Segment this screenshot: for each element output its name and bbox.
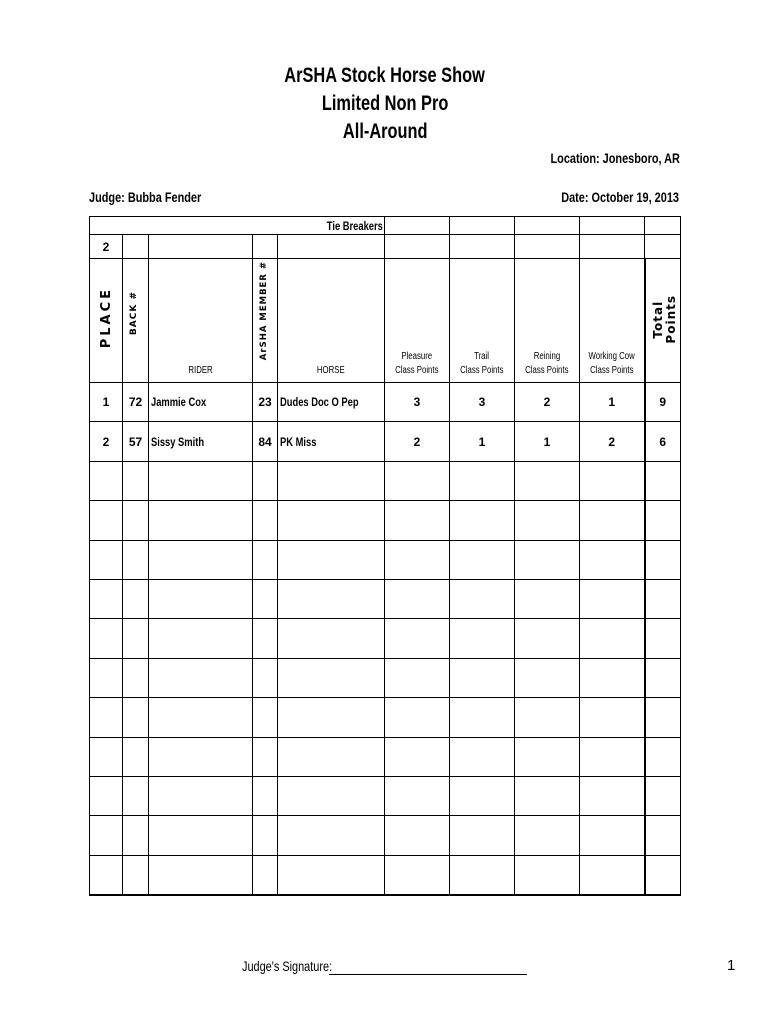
- horse-cell[interactable]: [278, 776, 385, 815]
- header-workingcow-line1: Working Cow: [588, 351, 635, 362]
- workingcow-cell[interactable]: [580, 816, 645, 855]
- trail-cell[interactable]: [450, 816, 515, 855]
- tie-cell[interactable]: [580, 217, 645, 235]
- member-cell[interactable]: [253, 698, 278, 737]
- back-cell[interactable]: [123, 816, 149, 855]
- rider-cell[interactable]: [149, 383, 253, 422]
- header-back-label: BACK #: [129, 291, 139, 336]
- workingcow-cell[interactable]: [580, 579, 645, 618]
- reining-cell[interactable]: [515, 540, 580, 579]
- header-reining-line1: Reining: [533, 351, 561, 362]
- table-row: [90, 619, 681, 658]
- workingcow-cell[interactable]: [580, 698, 645, 737]
- place-cell[interactable]: [90, 658, 123, 697]
- table-row: [90, 422, 681, 461]
- back-cell[interactable]: 57: [123, 422, 149, 461]
- pleasure-cell[interactable]: [385, 579, 450, 618]
- table-row: [90, 816, 681, 855]
- header-reining-line2: Class Points: [525, 365, 569, 376]
- document-title: [0, 62, 770, 146]
- place-cell[interactable]: [90, 619, 123, 658]
- member-cell[interactable]: [253, 540, 278, 579]
- tie-cell[interactable]: [123, 235, 149, 259]
- total-cell[interactable]: [645, 579, 681, 618]
- horse-cell[interactable]: [278, 619, 385, 658]
- back-cell[interactable]: [123, 501, 149, 540]
- header-workingcow-line2: Class Points: [590, 365, 634, 376]
- pleasure-cell[interactable]: [385, 619, 450, 658]
- trail-cell[interactable]: [450, 855, 515, 894]
- signature-line[interactable]: [329, 974, 527, 975]
- location-text: [514, 150, 680, 166]
- member-cell[interactable]: [253, 579, 278, 618]
- place-cell[interactable]: [90, 698, 123, 737]
- reining-cell[interactable]: [515, 776, 580, 815]
- column-header-row: [90, 259, 681, 383]
- header-horse: [278, 259, 385, 383]
- member-cell[interactable]: [253, 619, 278, 658]
- workingcow-cell[interactable]: 2: [580, 422, 645, 461]
- reining-cell[interactable]: [515, 461, 580, 500]
- workingcow-cell[interactable]: [580, 501, 645, 540]
- back-cell[interactable]: [123, 658, 149, 697]
- reining-cell[interactable]: [515, 579, 580, 618]
- header-back: [123, 259, 149, 383]
- place-cell[interactable]: [90, 816, 123, 855]
- header-pleasure-line1: Pleasure: [401, 351, 433, 362]
- table-row: [90, 461, 681, 500]
- header-rider: [149, 259, 253, 383]
- date-text: [528, 189, 679, 205]
- reining-cell[interactable]: [515, 855, 580, 894]
- member-cell[interactable]: 23: [253, 383, 278, 422]
- tie-breaker-label-row: [90, 217, 681, 235]
- pleasure-cell[interactable]: 3: [385, 383, 450, 422]
- tie-cell[interactable]: [385, 217, 450, 235]
- header-place: [90, 259, 123, 383]
- reining-cell[interactable]: [515, 698, 580, 737]
- header-total-line1: Total: [650, 300, 665, 339]
- total-cell[interactable]: [645, 776, 681, 815]
- header-trail-line1: Trail: [474, 351, 490, 362]
- horse-cell-text: Dudes Doc O Pep: [280, 395, 359, 410]
- tie-breaker-value[interactable]: 2: [90, 235, 123, 259]
- pleasure-cell[interactable]: [385, 737, 450, 776]
- workingcow-cell[interactable]: [580, 855, 645, 894]
- title-event: All-Around: [342, 120, 428, 143]
- rider-cell[interactable]: [149, 816, 253, 855]
- signature-label-text: Judge's Signature:: [242, 958, 333, 974]
- rider-cell[interactable]: [149, 501, 253, 540]
- tie-breaker-row: [90, 235, 681, 259]
- total-cell[interactable]: [645, 855, 681, 894]
- pleasure-cell[interactable]: 2: [385, 422, 450, 461]
- pleasure-cell[interactable]: [385, 855, 450, 894]
- total-cell[interactable]: [645, 461, 681, 500]
- trail-cell[interactable]: [450, 776, 515, 815]
- results-table: [89, 216, 681, 896]
- place-cell[interactable]: [90, 461, 123, 500]
- total-cell[interactable]: [645, 501, 681, 540]
- rider-cell[interactable]: [149, 540, 253, 579]
- header-place-label: PLACE: [99, 287, 114, 349]
- header-member: [253, 259, 278, 383]
- tie-cell[interactable]: [450, 235, 515, 259]
- title-class: Limited Non Pro: [321, 92, 449, 115]
- trail-cell[interactable]: [450, 540, 515, 579]
- reining-cell[interactable]: [515, 737, 580, 776]
- total-cell[interactable]: 9: [645, 383, 681, 422]
- member-cell[interactable]: 84: [253, 422, 278, 461]
- place-cell[interactable]: [90, 540, 123, 579]
- total-cell[interactable]: [645, 698, 681, 737]
- trail-cell[interactable]: [450, 579, 515, 618]
- pleasure-cell[interactable]: [385, 501, 450, 540]
- rider-cell[interactable]: [149, 461, 253, 500]
- workingcow-cell[interactable]: [580, 540, 645, 579]
- place-cell[interactable]: [90, 579, 123, 618]
- place-cell[interactable]: [90, 776, 123, 815]
- rider-cell-text: Sissy Smith: [151, 434, 205, 449]
- tie-cell[interactable]: [278, 235, 385, 259]
- tie-cell[interactable]: [515, 235, 580, 259]
- header-workingcow: [580, 259, 645, 383]
- back-cell[interactable]: [123, 698, 149, 737]
- pleasure-cell[interactable]: [385, 540, 450, 579]
- workingcow-cell[interactable]: 1: [580, 383, 645, 422]
- total-cell[interactable]: [645, 737, 681, 776]
- workingcow-cell[interactable]: [580, 461, 645, 500]
- table-row: [90, 383, 681, 422]
- total-cell[interactable]: [645, 619, 681, 658]
- table-row: [90, 698, 681, 737]
- tie-cell[interactable]: [580, 235, 645, 259]
- header-pleasure: [385, 259, 450, 383]
- pleasure-cell[interactable]: [385, 776, 450, 815]
- back-cell[interactable]: [123, 855, 149, 894]
- pleasure-cell[interactable]: [385, 816, 450, 855]
- table-row: [90, 776, 681, 815]
- reining-cell[interactable]: 1: [515, 422, 580, 461]
- trail-cell[interactable]: [450, 698, 515, 737]
- reining-cell[interactable]: [515, 816, 580, 855]
- header-total-line2: Points: [663, 295, 678, 344]
- reining-cell[interactable]: [515, 501, 580, 540]
- reining-cell[interactable]: 2: [515, 383, 580, 422]
- tie-cell[interactable]: [149, 235, 253, 259]
- total-cell[interactable]: [645, 658, 681, 697]
- member-cell[interactable]: [253, 855, 278, 894]
- workingcow-cell[interactable]: [580, 776, 645, 815]
- back-cell[interactable]: 72: [123, 383, 149, 422]
- back-cell[interactable]: [123, 461, 149, 500]
- workingcow-cell[interactable]: [580, 619, 645, 658]
- table-row: [90, 737, 681, 776]
- place-cell[interactable]: 2: [90, 422, 123, 461]
- page-number: 1: [727, 957, 736, 974]
- horse-cell[interactable]: [278, 737, 385, 776]
- rider-cell[interactable]: [149, 579, 253, 618]
- member-cell[interactable]: [253, 816, 278, 855]
- judge-text: [89, 189, 233, 205]
- trail-cell[interactable]: [450, 658, 515, 697]
- back-cell[interactable]: [123, 619, 149, 658]
- trail-cell[interactable]: 3: [450, 383, 515, 422]
- tie-breakers-label: Tie Breakers: [90, 217, 385, 235]
- horse-cell[interactable]: [278, 579, 385, 618]
- trail-cell[interactable]: [450, 461, 515, 500]
- horse-cell[interactable]: [278, 816, 385, 855]
- rider-cell[interactable]: [149, 698, 253, 737]
- trail-cell[interactable]: [450, 737, 515, 776]
- back-cell[interactable]: [123, 579, 149, 618]
- location-value: Location: Jonesboro, AR: [550, 150, 680, 166]
- trail-cell[interactable]: [450, 501, 515, 540]
- pleasure-cell[interactable]: [385, 658, 450, 697]
- header-total: [645, 259, 681, 383]
- total-cell[interactable]: [645, 816, 681, 855]
- header-rider-label: RIDER: [188, 365, 213, 376]
- header-pleasure-line2: Class Points: [395, 365, 439, 376]
- pleasure-cell[interactable]: [385, 698, 450, 737]
- tie-cell[interactable]: [385, 235, 450, 259]
- member-cell[interactable]: [253, 776, 278, 815]
- trail-cell[interactable]: 1: [450, 422, 515, 461]
- horse-cell[interactable]: [278, 383, 385, 422]
- trail-cell[interactable]: [450, 619, 515, 658]
- reining-cell[interactable]: [515, 658, 580, 697]
- place-cell[interactable]: [90, 855, 123, 894]
- member-cell[interactable]: [253, 461, 278, 500]
- header-horse-label: HORSE: [317, 365, 345, 376]
- horse-cell[interactable]: [278, 540, 385, 579]
- table-row: [90, 658, 681, 697]
- horse-cell-text: PK Miss: [280, 434, 317, 449]
- workingcow-cell[interactable]: [580, 737, 645, 776]
- tie-cell[interactable]: [253, 235, 278, 259]
- tie-cell[interactable]: [450, 217, 515, 235]
- back-cell[interactable]: [123, 540, 149, 579]
- table-row: [90, 579, 681, 618]
- member-cell[interactable]: [253, 737, 278, 776]
- back-cell[interactable]: [123, 737, 149, 776]
- table-row: [90, 540, 681, 579]
- table-row: [90, 855, 681, 894]
- rider-cell[interactable]: [149, 619, 253, 658]
- total-cell[interactable]: [645, 540, 681, 579]
- rider-cell[interactable]: [149, 855, 253, 894]
- total-cell[interactable]: 6: [645, 422, 681, 461]
- pleasure-cell[interactable]: [385, 461, 450, 500]
- signature-label: [242, 958, 358, 974]
- tie-cell[interactable]: [645, 235, 681, 259]
- header-reining: [515, 259, 580, 383]
- place-cell[interactable]: [90, 737, 123, 776]
- horse-cell[interactable]: [278, 501, 385, 540]
- tie-cell[interactable]: [645, 217, 681, 235]
- header-trail-line2: Class Points: [460, 365, 504, 376]
- results-rows: [90, 383, 681, 895]
- place-cell[interactable]: 1: [90, 383, 123, 422]
- tie-cell[interactable]: [515, 217, 580, 235]
- workingcow-cell[interactable]: [580, 658, 645, 697]
- place-cell[interactable]: [90, 501, 123, 540]
- horse-cell[interactable]: [278, 855, 385, 894]
- rider-cell-text: Jammie Cox: [151, 395, 207, 410]
- table-row: [90, 501, 681, 540]
- back-cell[interactable]: [123, 776, 149, 815]
- horse-cell[interactable]: [278, 461, 385, 500]
- header-trail: [450, 259, 515, 383]
- member-cell[interactable]: [253, 501, 278, 540]
- header-member-label: ArSHA MEMBER #: [259, 261, 269, 361]
- rider-cell[interactable]: [149, 658, 253, 697]
- reining-cell[interactable]: [515, 619, 580, 658]
- judge-value: Judge: Bubba Fender: [89, 189, 202, 205]
- horse-cell[interactable]: [278, 698, 385, 737]
- horse-cell[interactable]: [278, 422, 385, 461]
- title-show: ArSHA Stock Horse Show: [284, 64, 486, 87]
- horse-cell[interactable]: [278, 658, 385, 697]
- date-value: Date: October 19, 2013: [561, 189, 679, 205]
- rider-cell[interactable]: [149, 737, 253, 776]
- rider-cell[interactable]: [149, 776, 253, 815]
- member-cell[interactable]: [253, 658, 278, 697]
- rider-cell[interactable]: [149, 422, 253, 461]
